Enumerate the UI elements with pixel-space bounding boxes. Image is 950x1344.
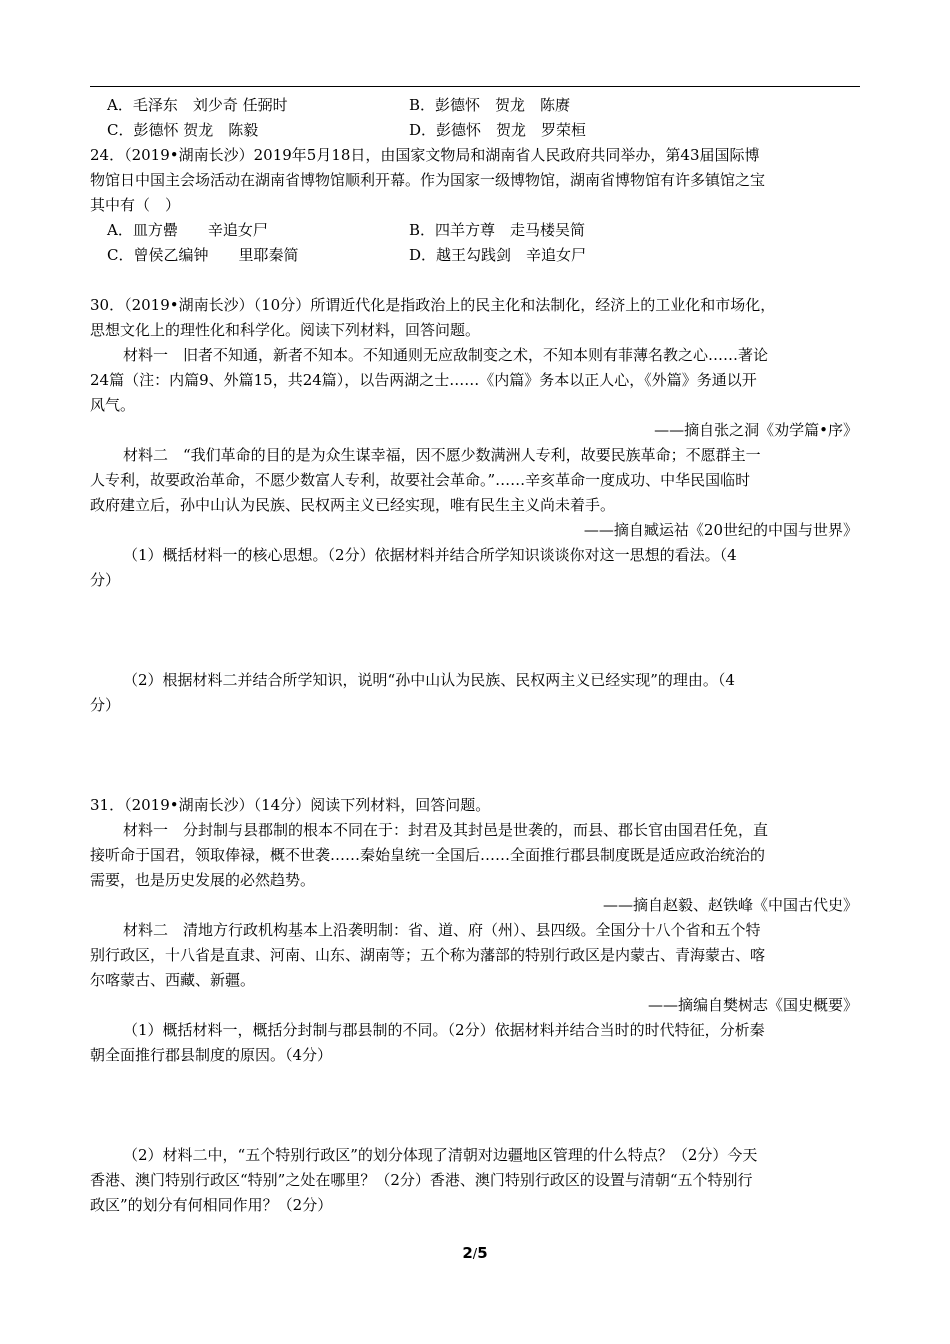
q31-material-1-line-2: 接听命于国君，领取俸禄，概不世袭……秦始皇统一全国后……全面推行郡县制度既是适应政治统治的 (90, 846, 766, 864)
q30-stem-line-1: 30．（2019•湖南长沙）（10分）所谓近代化是指政治上的民主化和法制化，经济上的工业化和市场化， (90, 296, 776, 314)
q31-subquestion-2-line-2: 香港、澳门特别行政区“特别”之处在哪里？（2分）香港、澳门特别行政区的设置与清朝“五个特别行 (90, 1171, 753, 1189)
page-total: 5 (477, 1244, 488, 1262)
q30-subquestion-2-line-2: 分） (90, 696, 121, 714)
q31-material-2-source: ——摘编自樊树志《国史概要》 (647, 996, 858, 1014)
q24-stem-line-2: 物馆日中国主会场活动在湖南省博物馆顺利开幕。作为国家一级博物馆，湖南省博物馆有许多镇馆之宝 (90, 171, 766, 189)
q30-subquestion-1-line-2: 分） (90, 571, 121, 589)
q31-subquestion-2-line-3: 政区”的划分有何相同作用？（2分） (90, 1196, 333, 1214)
page-separator: / (472, 1247, 478, 1262)
page-number (0, 1244, 950, 1262)
q30-material-1-line-3: 风气。 (90, 396, 136, 414)
q24-option-c: C．曾侯乙编钟 里耶秦简 (107, 246, 299, 264)
q30-material-2-line-2: 人专利，故要政治革命，不愿少数富人专利，故要社会革命。”……辛亥革命一度成功、中华民国临时 (90, 471, 751, 489)
q23-option-d: D．彭德怀 贺龙 罗荣桓 (409, 121, 587, 139)
q31-subquestion-1-line-1: （1）概括材料一，概括分封制与郡县制的不同。（2分）依据材料并结合当时的时代特征，分析秦 (123, 1021, 765, 1039)
q31-stem-line-1: 31．（2019•湖南长沙）（14分）阅读下列材料，回答问题。 (90, 796, 491, 814)
q30-material-1-line-1: 材料一 旧者不知通，新者不知本。不知通则无应敌制变之术，不知本则有菲薄名教之心……著论 (123, 346, 769, 364)
q24-stem-line-3: 其中有（ ） (90, 196, 181, 214)
q23-option-b: B．彭德怀 贺龙 陈赓 (409, 96, 571, 114)
q31-subquestion-1-line-2: 朝全面推行郡县制度的原因。（4分） (90, 1046, 333, 1064)
q30-subquestion-1-line-1: （1）概括材料一的核心思想。（2分）依据材料并结合所学知识谈谈你对这一思想的看法。（4 (123, 546, 737, 564)
q23-option-c: C．彭德怀 贺龙 陈毅 (107, 121, 259, 139)
q31-material-2-line-2: 别行政区，十八省是直隶、河南、山东、湖南等；五个称为藩部的特别行政区是内蒙古、青海蒙古、喀 (90, 946, 766, 964)
q24-option-a: A．皿方罍 辛追女尸 (107, 221, 268, 239)
q23-option-a: A．毛泽东 刘少奇 任弼时 (107, 96, 288, 114)
q30-subquestion-2-line-1: （2）根据材料二并结合所学知识，说明“孙中山认为民族、民权两主义已经实现”的理由。（4 (123, 671, 735, 689)
q30-material-1-source: ——摘自张之洞《劝学篇•序》 (654, 421, 858, 439)
q31-material-1-source: ——摘自赵毅、赵铁峰《中国古代史》 (602, 896, 858, 914)
q31-material-2-line-1: 材料二 清地方行政机构基本上沿袭明制：省、道、府（州）、县四级。全国分十八个省和五个特 (123, 921, 761, 939)
q30-stem-line-2: 思想文化上的理性化和科学化。阅读下列材料，回答问题。 (90, 321, 481, 339)
page-current: 2 (462, 1244, 473, 1262)
q24-stem-line-1: 24．（2019•湖南长沙）2019年5月18日，由国家文物局和湖南省人民政府共同举办，第43届国际博 (90, 146, 760, 164)
q30-material-2-source: ——摘自臧运祜《20世纪的中国与世界》 (583, 521, 858, 539)
header-rule (90, 86, 860, 87)
q31-material-2-line-3: 尔喀蒙古、西藏、新疆。 (90, 971, 256, 989)
q30-material-2-line-3: 政府建立后，孙中山认为民族、民权两主义已经实现，唯有民生主义尚未着手。 (90, 496, 616, 514)
q31-material-1-line-1: 材料一 分封制与县郡制的根本不同在于：封君及其封邑是世袭的，而县、郡长官由国君任免，直 (123, 821, 769, 839)
q30-material-2-line-1: 材料二 “我们革命的目的是为众生谋幸福，因不愿少数满洲人专利，故要民族革命；不愿群主一 (123, 446, 761, 464)
q31-material-1-line-3: 需要，也是历史发展的必然趋势。 (90, 871, 316, 889)
q24-option-d: D．越王勾践剑 辛追女尸 (409, 246, 587, 264)
q30-material-1-line-2: 24篇（注：内篇9、外篇15，共24篇），以告两湖之士……《内篇》务本以正人心，《外篇》务通以开 (90, 371, 757, 389)
q24-option-b: B．四羊方尊 走马楼吴简 (409, 221, 586, 239)
q31-subquestion-2-line-1: （2）材料二中，“五个特别行政区”的划分体现了清朝对边疆地区管理的什么特点？（2分）今天 (123, 1146, 758, 1164)
